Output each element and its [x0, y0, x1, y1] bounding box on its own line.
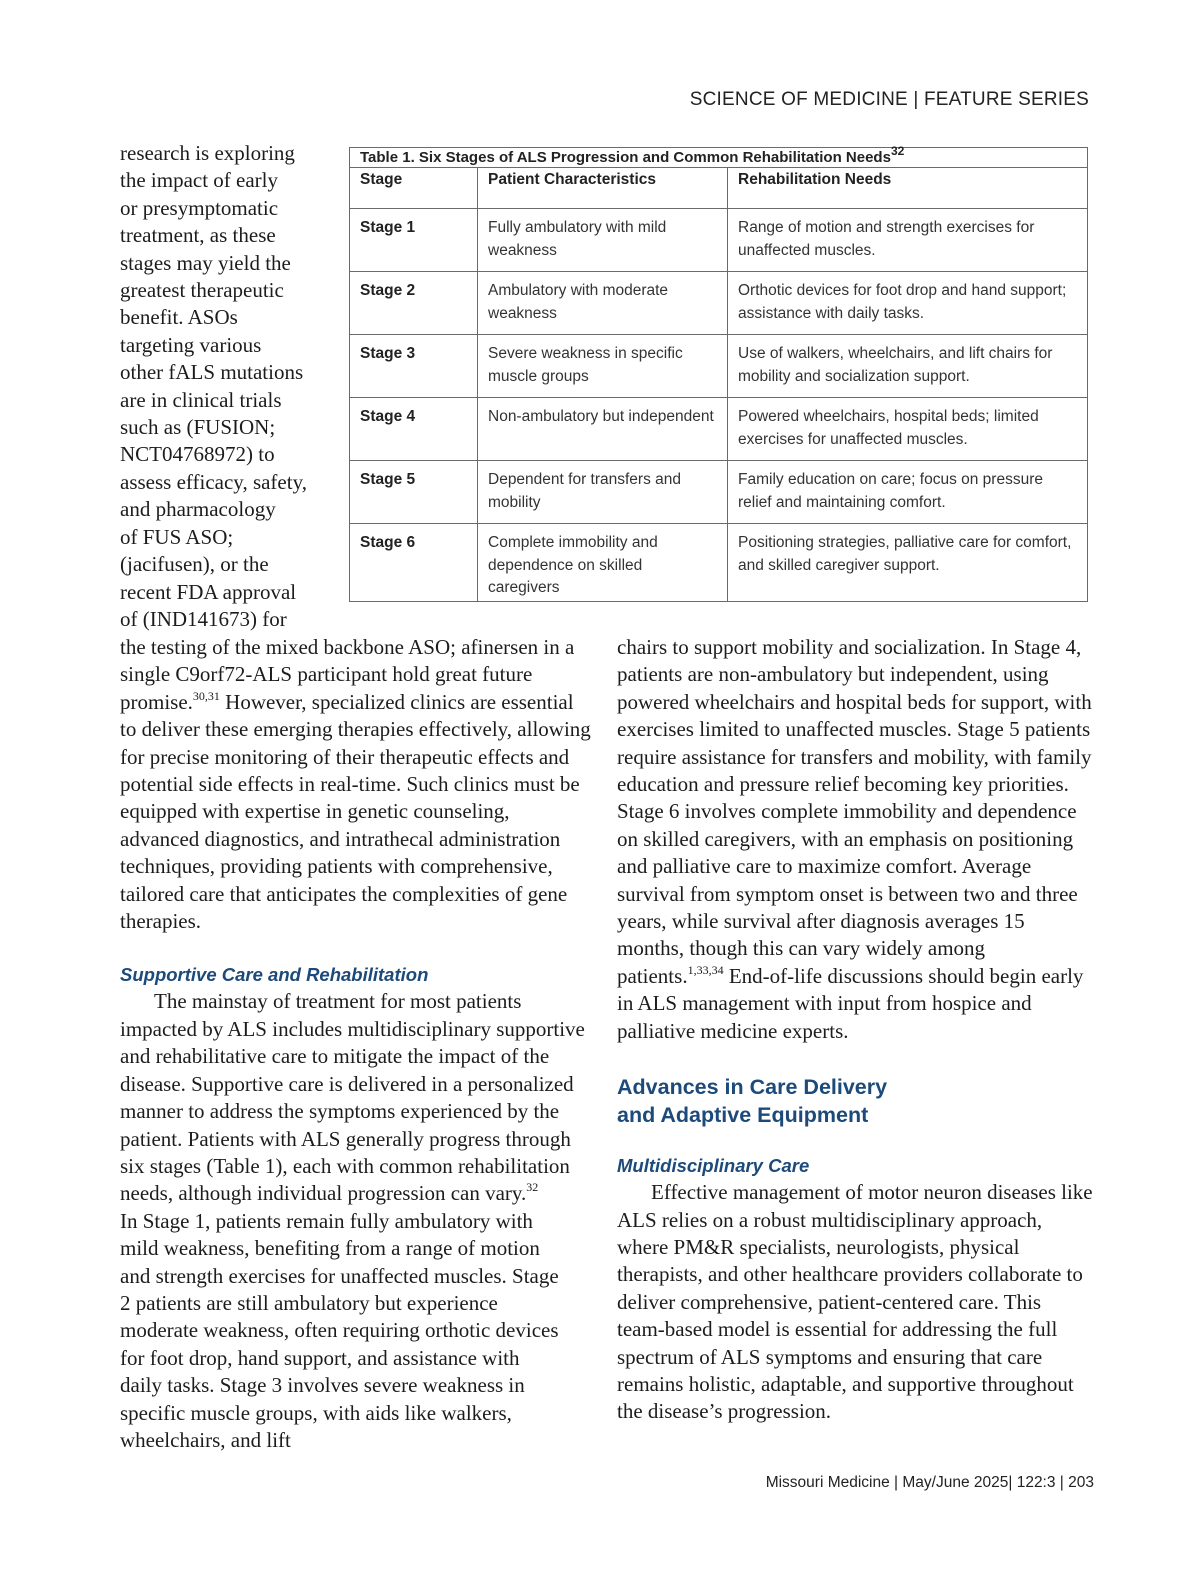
- column-left: [120, 634, 594, 1454]
- cell-characteristics: Dependent for transfers and mobility: [478, 461, 728, 524]
- wrap-text-line: targeting various: [120, 332, 262, 357]
- paragraph-text: the testing of the mixed backbone ASO; afinersen in a single C9orf72-ALS participant hold great future promise.: [120, 635, 575, 714]
- cell-stage: Stage 4: [350, 398, 478, 461]
- wrap-text-line: and pharmacology: [120, 497, 276, 522]
- table-row: [350, 335, 1088, 398]
- running-head: SCIENCE OF MEDICINE | FEATURE SERIES: [689, 89, 1089, 110]
- cell-characteristics: Ambulatory with moderate weakness: [478, 272, 728, 335]
- table-caption: [350, 144, 1088, 168]
- table-row: [350, 524, 1088, 602]
- cell-needs: Use of walkers, wheelchairs, and lift chairs for mobility and socialization support.: [728, 335, 1088, 398]
- col-header-characteristics: Patient Characteristics: [478, 168, 728, 209]
- paragraph-supportive-care: [120, 988, 594, 1207]
- wrap-text-line: treatment, as these: [120, 223, 276, 248]
- column-right: [617, 634, 1093, 1426]
- cell-stage: Stage 5: [350, 461, 478, 524]
- wrap-text-line: research is exploring: [120, 141, 295, 165]
- wrap-text-line: of FUS ASO;: [120, 524, 234, 549]
- wrap-text-line: such as (FUSION;: [120, 415, 276, 440]
- wrap-text-line: the impact of early: [120, 168, 279, 193]
- cell-stage: Stage 2: [350, 272, 478, 335]
- wrap-text-line: stages may yield the: [120, 250, 291, 275]
- cell-needs: Orthotic devices for foot drop and hand support; assistance with daily tasks.: [728, 272, 1088, 335]
- paragraph-aso-clinics: [120, 634, 594, 935]
- wrap-text-line: are in clinical trials: [120, 387, 282, 412]
- wrap-text-line: (jacifusen), or the: [120, 552, 269, 577]
- paragraph-text: The mainstay of treatment for most patients impacted by ALS includes multidisciplinary supportive and rehabilitative care to mitigate the impact of the disease. Supportive care is delivered in a personalized manner to address the symptoms experienced by the patient. Patients with ALS generally progress through six stages (Table 1), each with common rehabilitation needs, although individual progression can vary.: [120, 989, 585, 1206]
- col-header-needs: Rehabilitation Needs: [728, 168, 1088, 209]
- cell-characteristics: Complete immobility and dependence on skilled caregivers: [478, 524, 728, 602]
- wrap-text-line: of (IND141673) for: [120, 606, 287, 631]
- cell-stage: Stage 3: [350, 335, 478, 398]
- col-header-stage: Stage: [350, 168, 478, 209]
- wrap-text-line: recent FDA approval: [120, 579, 297, 604]
- wrap-text-line: benefit. ASOs: [120, 305, 238, 330]
- subheading-supportive-care: Supportive Care and Rehabilitation: [120, 964, 429, 986]
- wrap-text-line: greatest therapeutic: [120, 278, 284, 303]
- cell-stage: Stage 6: [350, 524, 478, 602]
- running-foot: Missouri Medicine | May/June 2025| 122:3 | 203: [765, 1474, 1094, 1491]
- citation-ref: 1,33,34: [687, 962, 724, 977]
- cell-needs: Powered wheelchairs, hospital beds; limited exercises for unaffected muscles.: [728, 398, 1088, 461]
- section-heading-advances: [617, 1073, 1093, 1129]
- wrap-text-line: or presymptomatic: [120, 195, 279, 220]
- table-als-stages: [349, 144, 1088, 602]
- cell-needs: Family education on care; focus on pressure relief and maintaining comfort.: [728, 461, 1088, 524]
- table-row: [350, 272, 1088, 335]
- wrap-text-line: NCT04768972) to: [120, 442, 275, 467]
- paragraph-stages: [120, 1208, 560, 1455]
- cell-needs: Range of motion and strength exercises for unaffected muscles.: [728, 209, 1088, 272]
- table-row: [350, 461, 1088, 524]
- table-row: [350, 398, 1088, 461]
- cell-characteristics: Severe weakness in specific muscle groups: [478, 335, 728, 398]
- section-heading-line: Advances in Care Delivery: [617, 1075, 888, 1100]
- cell-characteristics: Fully ambulatory with mild weakness: [478, 209, 728, 272]
- cell-needs: Positioning strategies, palliative care for comfort, and skilled caregiver support.: [728, 524, 1088, 602]
- citation-ref: 30,31: [192, 688, 220, 703]
- wrap-text-line: other fALS mutations: [120, 360, 304, 385]
- paragraph-text: End-of-life discussions should begin early in ALS management with input from hospice and palliative medicine experts.: [617, 963, 1084, 1043]
- wrap-text-line: assess efficacy, safety,: [120, 469, 307, 494]
- table-caption-text: Table 1. Six Stages of ALS Progression and Common Rehabilitation Needs: [360, 149, 891, 166]
- table-caption-ref: 32: [890, 144, 905, 158]
- citation-ref: 32: [526, 1180, 539, 1195]
- table-row: [350, 209, 1088, 272]
- paragraph-text: In Stage 1, patients remain fully ambulatory with mild weakness, benefiting from a range of motion and strength exercises for unaffected muscles. Stage 2 patients are still ambulatory but experience moderate weakness, often requiring orthotic devices for foot drop, hand support, and assistance with daily tasks. Stage 3 involves severe weakness in specific muscle groups, with aids like walkers, wheelchairs, and lift: [120, 1208, 559, 1452]
- paragraph-text: chairs to support mobility and socialization. In Stage 4, patients are non-ambulatory but independent, using powered wheelchairs and hospital beds for support, with exercises limited to unaffected muscles. Stage 5 patients require assistance for transfers and mobility, with family education and pressure relief becoming key priorities. Stage 6 involves complete immobility and dependence on skilled caregivers, with an emphasis on positioning and palliative care to maximize comfort. Average survival from symptom onset is between two and three years, while survival after diagnosis averages 15 months, though this can vary widely among patients.: [617, 635, 1092, 988]
- cell-stage: Stage 1: [350, 209, 478, 272]
- cell-characteristics: Non-ambulatory but independent: [478, 398, 728, 461]
- paragraph-stages-continued: [617, 634, 1093, 1045]
- section-heading-line: and Adaptive Equipment: [617, 1103, 869, 1128]
- paragraph-multidisciplinary: Effective management of motor neuron diseases like ALS relies on a robust multidisciplinary approach, where PM&R specialists, neurologists, physical therapists, and other healthcare providers collaborate to deliver comprehensive, patient-centered care. This team-based model is essential for addressing the full spectrum of ALS symptoms and ensuring that care remains holistic, adaptable, and supportive throughout the disease’s progression.: [617, 1180, 1093, 1424]
- wrap-text-block: [120, 140, 320, 633]
- subheading-multidisciplinary-care: Multidisciplinary Care: [617, 1155, 810, 1177]
- table-header-row: [350, 168, 1088, 209]
- table-caption-row: [350, 148, 1088, 168]
- paragraph-text: However, specialized clinics are essential to deliver these emerging therapies effectively, allowing for precise monitoring of their therapeutic effects and potential side effects in real-time. Such clinics must be equipped with expertise in genetic counseling, advanced diagnostics, and intrathecal administration techniques, providing patients with comprehensive, tailored care that anticipates the complexities of gene therapies.: [120, 689, 591, 934]
